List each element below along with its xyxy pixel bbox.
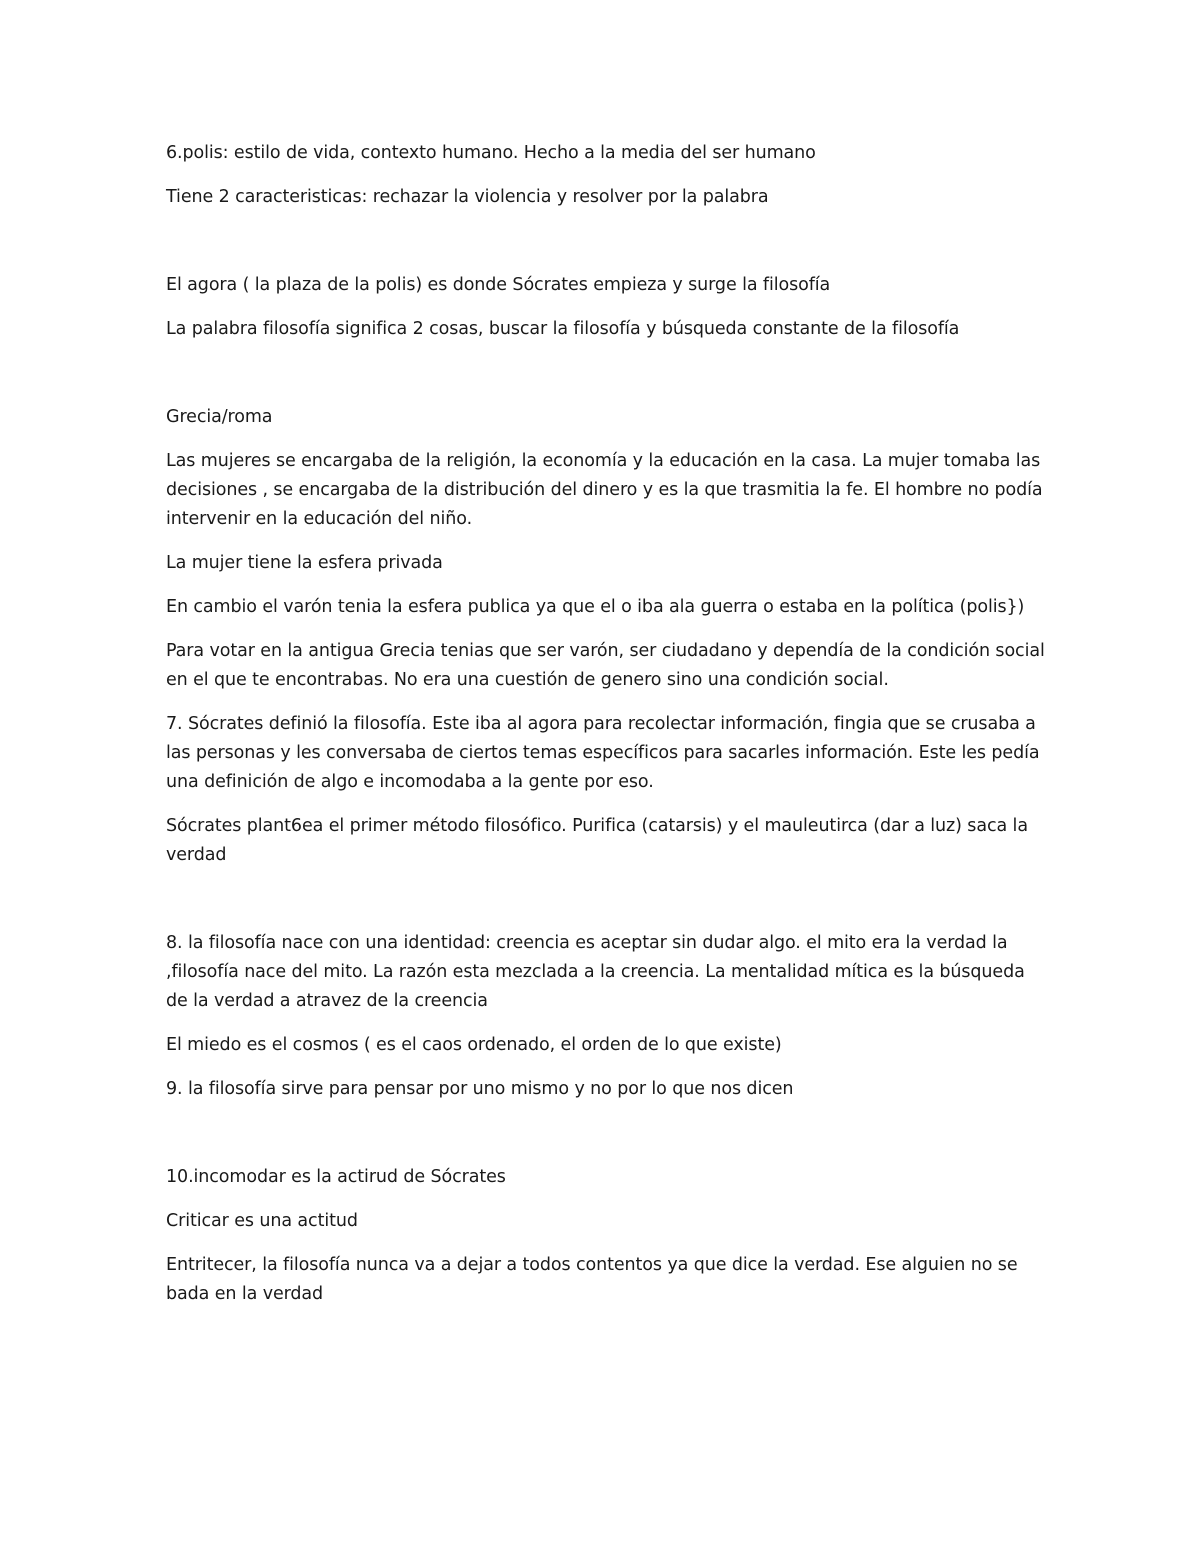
paragraph-metodo-filosofico: Sócrates plant6ea el primer método filosófico. Purifica (catarsis) y el mauleutirca (dar a luz) saca la verdad [166, 816, 1028, 865]
paragraph-pensar: 9. la filosofía sirve para pensar por uno mismo y no por lo que nos dicen [166, 1079, 794, 1099]
paragraph-mujeres: Las mujeres se encargaba de la religión, la economía y la educación en la casa. La mujer tomaba las decisiones , se encargaba de la distribución del dinero y es la que trasmitia la fe. El hombre no podía intervenir en la educación del niño. [166, 451, 1043, 529]
paragraph-polis: 6.polis: estilo de vida, contexto humano. Hecho a la media del ser humano [166, 143, 816, 163]
paragraph-grecia-roma: Grecia/roma [166, 407, 273, 427]
paragraph-entristecer: Entritecer, la filosofía nunca va a dejar a todos contentos ya que dice la verdad. Ese alguien no se bada en la verdad [166, 1255, 1018, 1304]
paragraph-agora: El agora ( la plaza de la polis) es donde Sócrates empieza y surge la filosofía [166, 275, 831, 295]
paragraph-palabra-filosofia: La palabra filosofía significa 2 cosas, buscar la filosofía y búsqueda constante de la filosofía [166, 319, 960, 339]
paragraph-votar: Para votar en la antigua Grecia tenias que ser varón, ser ciudadano y dependía de la condición social en el que te encontrabas. No era una cuestión de genero sino una condición social. [166, 641, 1045, 690]
paragraph-esfera-publica: En cambio el varón tenia la esfera publica ya que el o iba ala guerra o estaba en la política (polis}) [166, 597, 1025, 617]
blank-line [166, 359, 1046, 388]
paragraph-cosmos: El miedo es el cosmos ( es el caos ordenado, el orden de lo que existe) [166, 1035, 782, 1055]
blank-line [166, 885, 1046, 914]
document-body [166, 139, 1046, 1324]
blank-line [166, 227, 1046, 256]
paragraph-esfera-privada: La mujer tiene la esfera privada [166, 553, 443, 573]
paragraph-criticar: Criticar es una actitud [166, 1211, 358, 1231]
blank-line [166, 1119, 1046, 1148]
paragraph-caracteristicas: Tiene 2 caracteristicas: rechazar la violencia y resolver por la palabra [166, 187, 769, 207]
paragraph-socrates-definio: 7. Sócrates definió la filosofía. Este iba al agora para recolectar información, fingia que se crusaba a las personas y les conversaba de ciertos temas específicos para sacarles información. Este les pedía una definición de algo e incomodaba a la gente por eso. [166, 714, 1040, 792]
paragraph-identidad: 8. la filosofía nace con una identidad: creencia es aceptar sin dudar algo. el mito era la verdad la ,filosofía nace del mito. La razón esta mezclada a la creencia. La mentalidad mítica es la búsqueda de la verdad a atravez de la creencia [166, 933, 1025, 1011]
paragraph-incomodar: 10.incomodar es la actirud de Sócrates [166, 1167, 506, 1187]
